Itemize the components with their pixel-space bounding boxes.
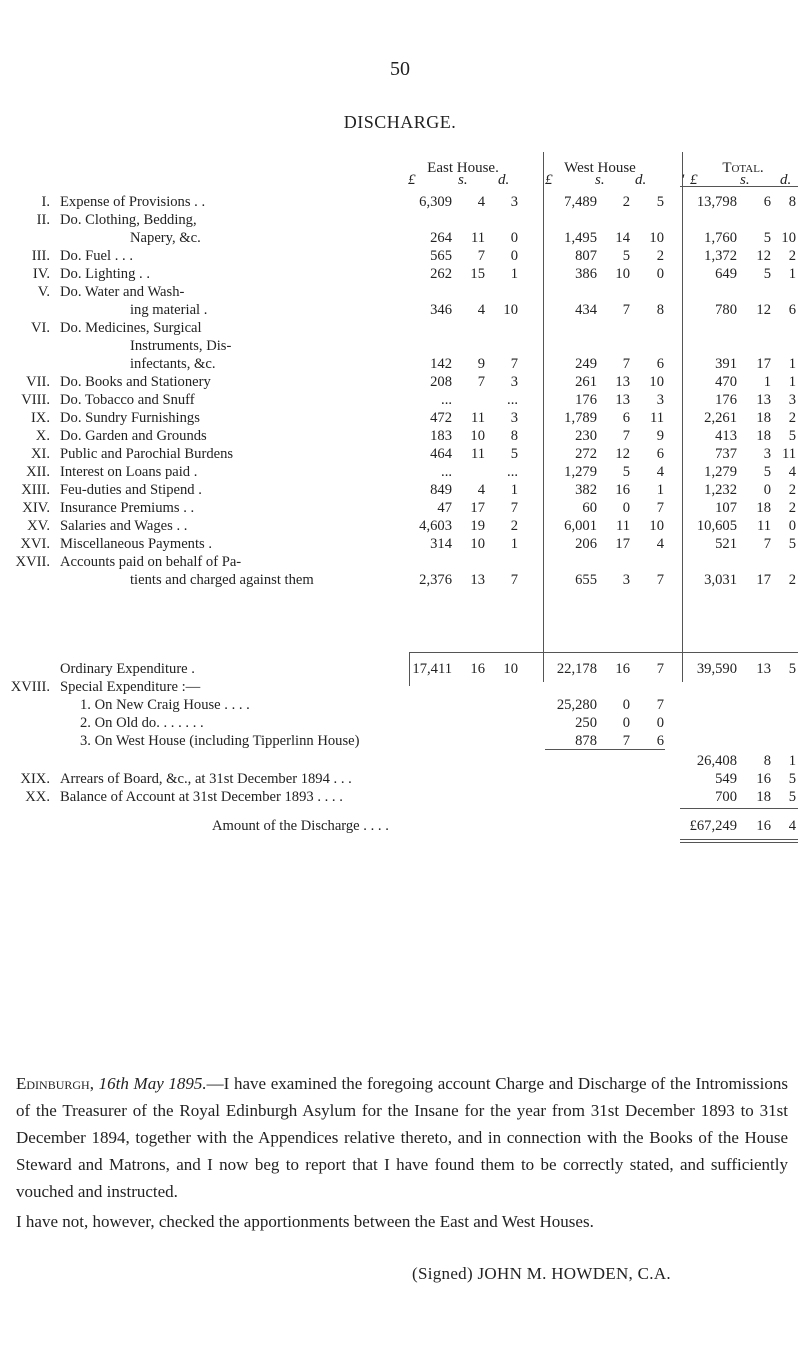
amount-west-pounds: 878 [575, 733, 597, 749]
amount-east-pounds: 314 [430, 536, 452, 552]
amount-total-pounds: 3,031 [704, 572, 737, 588]
amount-west-pounds: 1,279 [564, 464, 597, 480]
amount-total-pence: 0 [788, 518, 796, 534]
amount-east-pence: 10 [503, 302, 518, 318]
amount-total-pounds: 1,372 [704, 248, 737, 264]
amount-total-pence: 2 [788, 482, 796, 498]
amount-west-pence: 7 [656, 572, 664, 588]
amount-west-pounds: 807 [575, 248, 597, 264]
amount-west-pounds: 60 [582, 500, 597, 516]
amount-total-shillings: 5 [763, 266, 771, 282]
amount-east-pence: 10 [503, 661, 518, 677]
amount-total-pounds: 1,279 [704, 464, 737, 480]
amount-west-pence: 0 [656, 266, 664, 282]
amount-west-shillings: 0 [622, 500, 630, 516]
column-header-west: West House [564, 160, 636, 176]
amount-east-pence: 3 [510, 374, 518, 390]
special-subtotal-rule [545, 749, 665, 750]
amount-east-shillings: 11 [470, 446, 485, 462]
amount-east-pounds: 47 [437, 500, 452, 516]
balance-number: XX. [25, 789, 50, 805]
amount-total-pence: 8 [788, 194, 796, 210]
amount-east-pounds: 264 [430, 230, 452, 246]
amount-total-pence: 10 [781, 230, 796, 246]
certificate-place: Edinburgh, [16, 1074, 94, 1093]
amount-west-pounds: 206 [575, 536, 597, 552]
amount-west-pence: 7 [656, 697, 664, 713]
special-item-label: 1. On New Craig House . . . . [80, 697, 250, 713]
amount-east-pence: 1 [510, 266, 518, 282]
amount-total-pounds: 737 [715, 446, 737, 462]
row-number: IX. [30, 410, 50, 426]
amount-west-pence: 3 [656, 392, 664, 408]
amount-total-pence: 1 [788, 753, 796, 769]
amount-west-pence: 4 [656, 464, 664, 480]
amount-total-pounds: 1,760 [704, 230, 737, 246]
amount-total-pence: 2 [788, 248, 796, 264]
amount-west-shillings: 5 [622, 464, 630, 480]
amount-west-pence: 6 [656, 733, 664, 749]
amount-west-shillings: 10 [615, 266, 630, 282]
amount-total-shillings: 7 [763, 536, 771, 552]
amount-total-shillings: 17 [756, 356, 771, 372]
amount-east-shillings: 4 [477, 194, 485, 210]
amount-west-pence: 6 [656, 446, 664, 462]
amount-east-pounds: ... [441, 464, 452, 480]
amount-east-pounds: 565 [430, 248, 452, 264]
amount-east-pounds: 17,411 [412, 661, 452, 677]
amount-total-shillings: 8 [763, 753, 771, 769]
row-label: Salaries and Wages . . [60, 518, 188, 534]
amount-west-shillings: 7 [622, 733, 630, 749]
amount-total-pounds: 13,798 [696, 194, 737, 210]
amount-west-pounds: 386 [575, 266, 597, 282]
amount-total-pence: 6 [788, 302, 796, 318]
row-number: XIII. [21, 482, 50, 498]
amount-total-pence: 5 [788, 428, 796, 444]
row-label: Do. Sundry Furnishings [60, 410, 200, 426]
unit-pounds-west: £ [545, 172, 553, 188]
amount-west-pounds: 434 [575, 302, 597, 318]
amount-total-pounds: 107 [715, 500, 737, 516]
amount-total-pence: 5 [788, 789, 796, 805]
row-label: infectants, &c. [130, 356, 216, 372]
amount-total-pence: 4 [788, 464, 796, 480]
ordinary-rule [409, 652, 798, 653]
amount-west-pounds: 272 [575, 446, 597, 462]
amount-total-shillings: 1 [763, 374, 771, 390]
amount-east-pence: ... [507, 392, 518, 408]
amount-east-pounds: 262 [430, 266, 452, 282]
amount-west-pence: 5 [656, 194, 664, 210]
amount-east-shillings: 17 [470, 500, 485, 516]
row-number: VII. [26, 374, 50, 390]
balance-label: Balance of Account at 31st December 1893 . . . . [60, 789, 343, 805]
row-label: Do. Clothing, Bedding, [60, 212, 197, 228]
amount-west-pounds: 1,495 [564, 230, 597, 246]
amount-total-pounds: 521 [715, 536, 737, 552]
row-label: Do. Books and Stationery [60, 374, 211, 390]
row-label: Do. Tobacco and Snuff [60, 392, 195, 408]
amount-east-shillings: 7 [477, 374, 485, 390]
row-label: Public and Parochial Burdens [60, 446, 234, 462]
discharge-pounds: £67,249 [689, 818, 737, 834]
amount-east-pence: 7 [510, 356, 518, 372]
amount-east-pounds: 6,309 [419, 194, 452, 210]
arrears-number: XIX. [20, 771, 50, 787]
row-label: Interest on Loans paid . [60, 464, 198, 480]
amount-east-pence: 8 [510, 428, 518, 444]
amount-west-shillings: 3 [622, 572, 630, 588]
amount-west-shillings: 0 [622, 715, 630, 731]
amount-total-shillings: 17 [756, 572, 771, 588]
amount-west-shillings: 5 [622, 248, 630, 264]
row-number: XI. [30, 446, 50, 462]
row-number: XIV. [22, 500, 50, 516]
amount-total-shillings: 6 [763, 194, 771, 210]
amount-west-shillings: 11 [615, 518, 630, 534]
amount-total-pounds: 39,590 [696, 661, 737, 677]
amount-total-pounds: 470 [715, 374, 737, 390]
unit-pounds-east: £ [408, 172, 416, 188]
page-title: DISCHARGE. [343, 112, 457, 132]
amount-west-shillings: 14 [615, 230, 630, 246]
amount-total-shillings: 13 [756, 661, 771, 677]
amount-east-shillings: 11 [470, 230, 485, 246]
unit-pence-east: d. [498, 172, 510, 188]
amount-east-shillings: 19 [470, 518, 485, 534]
amount-east-pence: 1 [510, 482, 518, 498]
amount-total-pounds: 10,605 [696, 518, 737, 534]
amount-total-pence: 1 [788, 356, 796, 372]
amount-west-pence: 7 [656, 661, 664, 677]
amount-total-pence: 5 [788, 661, 796, 677]
amount-total-shillings: 18 [756, 428, 771, 444]
amount-west-shillings: 7 [622, 356, 630, 372]
amount-total-shillings: 18 [756, 500, 771, 516]
amount-west-pence: 10 [649, 230, 664, 246]
amount-west-pence: 4 [656, 536, 664, 552]
amount-total-pounds: 391 [715, 356, 737, 372]
amount-total-pence: 11 [781, 446, 796, 462]
special-item-label: 2. On Old do. . . . . . . [80, 715, 204, 731]
amount-east-pence: 7 [510, 572, 518, 588]
row-number: XVI. [20, 536, 50, 552]
page-number: 50 [390, 58, 410, 80]
amount-east-pounds: 208 [430, 374, 452, 390]
amount-west-pence: 6 [656, 356, 664, 372]
row-number: X. [35, 428, 50, 444]
amount-east-shillings: 15 [470, 266, 485, 282]
row-number: VI. [30, 320, 50, 336]
row-label: Expense of Provisions . . [60, 194, 206, 210]
amount-east-pence: 3 [510, 194, 518, 210]
amount-west-pence: 1 [656, 482, 664, 498]
row-label: tients and charged against them [130, 572, 314, 588]
amount-west-pounds: 249 [575, 356, 597, 372]
amount-total-pounds: 649 [715, 266, 737, 282]
signature: (Signed) JOHN M. HOWDEN, C.A. [412, 1264, 671, 1283]
ordinary-label: Ordinary Expenditure . [60, 661, 195, 677]
column-header-total: Total. [722, 160, 764, 176]
row-label: Miscellaneous Payments . [60, 536, 212, 552]
discharge-pence: 4 [788, 818, 796, 834]
unit-shillings-east: s. [458, 172, 468, 188]
amount-total-shillings: 11 [756, 518, 771, 534]
amount-total-shillings: 0 [763, 482, 771, 498]
row-number: XII. [26, 464, 50, 480]
amount-east-pence: 1 [510, 536, 518, 552]
row-label: Do. Water and Wash- [60, 284, 185, 300]
special-label: Special Expenditure :— [60, 679, 201, 695]
discharge-rule [680, 808, 798, 809]
amount-west-pounds: 7,489 [564, 194, 597, 210]
column-header-east: East House. [427, 160, 499, 176]
unit-pence-west: d. [635, 172, 647, 188]
row-label: ing material . [130, 302, 208, 318]
amount-west-shillings: 16 [615, 482, 630, 498]
double-rule-top [680, 839, 798, 840]
amount-east-pounds: 4,603 [419, 518, 452, 534]
amount-total-pounds: 1,232 [704, 482, 737, 498]
amount-total-shillings: 18 [756, 789, 771, 805]
amount-east-pounds: 183 [430, 428, 452, 444]
amount-east-pence: ... [507, 464, 518, 480]
amount-west-shillings: 16 [615, 661, 630, 677]
amount-west-shillings: 2 [622, 194, 630, 210]
amount-west-shillings: 6 [622, 410, 630, 426]
amount-west-pounds: 176 [575, 392, 597, 408]
certificate-date: 16th May 1895. [98, 1074, 207, 1093]
unit-shillings-total: s. [740, 172, 750, 188]
amount-east-shillings: 4 [477, 302, 485, 318]
amount-west-pence: 2 [656, 248, 664, 264]
row-label: Do. Fuel . . . [60, 248, 133, 264]
amount-east-pounds: 472 [430, 410, 452, 426]
amount-total-pounds: 700 [715, 789, 737, 805]
discharge-label: Amount of the Discharge . . . . [212, 818, 389, 834]
special-item-label: 3. On West House (including Tipperlinn House) [80, 733, 360, 749]
row-number: IV. [32, 266, 50, 282]
amount-west-shillings: 12 [615, 446, 630, 462]
certificate-paragraph [16, 1070, 788, 1205]
amount-east-pence: 0 [510, 248, 518, 264]
amount-total-shillings: 5 [763, 464, 771, 480]
row-label: Accounts paid on behalf of Pa- [60, 554, 242, 570]
amount-east-shillings: 4 [477, 482, 485, 498]
amount-west-pence: 7 [656, 500, 664, 516]
special-number: XVIII. [10, 679, 50, 695]
amount-east-pence: 5 [510, 446, 518, 462]
amount-west-pence: 10 [649, 374, 664, 390]
row-label: Instruments, Dis- [130, 338, 232, 354]
row-number: II. [36, 212, 50, 228]
row-number: XV. [27, 518, 50, 534]
amount-west-shillings: 13 [615, 374, 630, 390]
amount-west-pence: 0 [656, 715, 664, 731]
arrears-label: Arrears of Board, &c., at 31st December 1894 . . . [60, 771, 352, 787]
amount-west-pounds: 1,789 [564, 410, 597, 426]
amount-total-pence: 5 [788, 771, 796, 787]
amount-total-pence: 3 [788, 392, 796, 408]
amount-west-pounds: 382 [575, 482, 597, 498]
row-label: Feu-duties and Stipend . [60, 482, 202, 498]
amount-west-shillings: 7 [622, 302, 630, 318]
amount-west-pounds: 25,280 [556, 697, 597, 713]
amount-total-pence: 2 [788, 572, 796, 588]
amount-total-shillings: 12 [756, 302, 771, 318]
amount-total-shillings: 5 [763, 230, 771, 246]
amount-west-pence: 9 [656, 428, 664, 444]
amount-total-pounds: 26,408 [696, 753, 737, 769]
row-label: Insurance Premiums . . [60, 500, 195, 516]
double-rule-bottom [680, 842, 798, 843]
amount-west-shillings: 7 [622, 428, 630, 444]
amount-west-shillings: 13 [615, 392, 630, 408]
row-label: Do. Lighting . . [60, 266, 150, 282]
amount-total-shillings: 16 [756, 771, 771, 787]
amount-east-pounds: 464 [430, 446, 452, 462]
amount-west-pence: 11 [649, 410, 664, 426]
row-number: VIII. [21, 392, 50, 408]
row-label: Do. Garden and Grounds [60, 428, 207, 444]
amount-total-pence: 2 [788, 410, 796, 426]
amount-total-pounds: 176 [715, 392, 737, 408]
amount-west-shillings: 0 [622, 697, 630, 713]
amount-east-shillings: 10 [470, 536, 485, 552]
amount-total-pence: 5 [788, 536, 796, 552]
amount-total-pounds: 413 [715, 428, 737, 444]
amount-total-pounds: 549 [715, 771, 737, 787]
unit-shillings-west: s. [595, 172, 605, 188]
amount-east-shillings: 16 [470, 661, 485, 677]
amount-west-pounds: 22,178 [556, 661, 597, 677]
amount-east-shillings: 10 [470, 428, 485, 444]
amount-west-pounds: 6,001 [564, 518, 597, 534]
amount-total-pence: 2 [788, 500, 796, 516]
amount-east-pence: 3 [510, 410, 518, 426]
amount-east-pence: 0 [510, 230, 518, 246]
amount-west-shillings: 17 [615, 536, 630, 552]
amount-east-shillings: 7 [477, 248, 485, 264]
certificate-note: I have not, however, checked the apportionments between the East and West Houses. [16, 1212, 594, 1231]
amount-west-pence: 10 [649, 518, 664, 534]
row-number: XVII. [15, 554, 50, 570]
amount-total-shillings: 3 [763, 446, 771, 462]
amount-total-pounds: 2,261 [704, 410, 737, 426]
certificate-text: —I have examined the foregoing account Charge and Discharge of the Intromissions of the Treasurer of the Royal Edinburgh Asylum for the Insane for the year from 31st December 1893 to 31st December 1894, together with the Appendices relative thereto, and in connection with the Books of the House Steward and Matrons, and I now beg to report that I have found them to be correctly stated, and sufficiently vouched and instructed. [16, 1074, 789, 1201]
amount-total-pence: 1 [788, 374, 796, 390]
unit-pounds-total: £ [690, 172, 698, 188]
amount-east-pounds: 849 [430, 482, 452, 498]
unit-pence-total: d. [780, 172, 792, 188]
amount-east-shillings: 11 [470, 410, 485, 426]
amount-west-pounds: 261 [575, 374, 597, 390]
amount-total-pence: 1 [788, 266, 796, 282]
amount-east-pence: 2 [510, 518, 518, 534]
amount-west-pounds: 655 [575, 572, 597, 588]
row-number: III. [31, 248, 50, 264]
amount-east-pounds: 142 [430, 356, 452, 372]
discharge-shillings: 16 [756, 818, 771, 834]
amount-east-pounds: ... [441, 392, 452, 408]
amount-total-shillings: 18 [756, 410, 771, 426]
amount-west-pence: 8 [656, 302, 664, 318]
amount-west-pounds: 250 [575, 715, 597, 731]
amount-east-pounds: 2,376 [419, 572, 452, 588]
amount-east-pounds: 346 [430, 302, 452, 318]
amount-east-shillings: 13 [470, 572, 485, 588]
row-label: Do. Medicines, Surgical [60, 320, 202, 336]
row-label: Napery, &c. [130, 230, 201, 246]
amount-total-shillings: 12 [756, 248, 771, 264]
amount-east-pence: 7 [510, 500, 518, 516]
amount-total-shillings: 13 [756, 392, 771, 408]
row-number: V. [37, 284, 50, 300]
row-number: I. [41, 194, 50, 210]
amount-east-shillings: 9 [477, 356, 485, 372]
unit-tick: ' [681, 172, 685, 188]
amount-total-pounds: 780 [715, 302, 737, 318]
amount-west-pounds: 230 [575, 428, 597, 444]
